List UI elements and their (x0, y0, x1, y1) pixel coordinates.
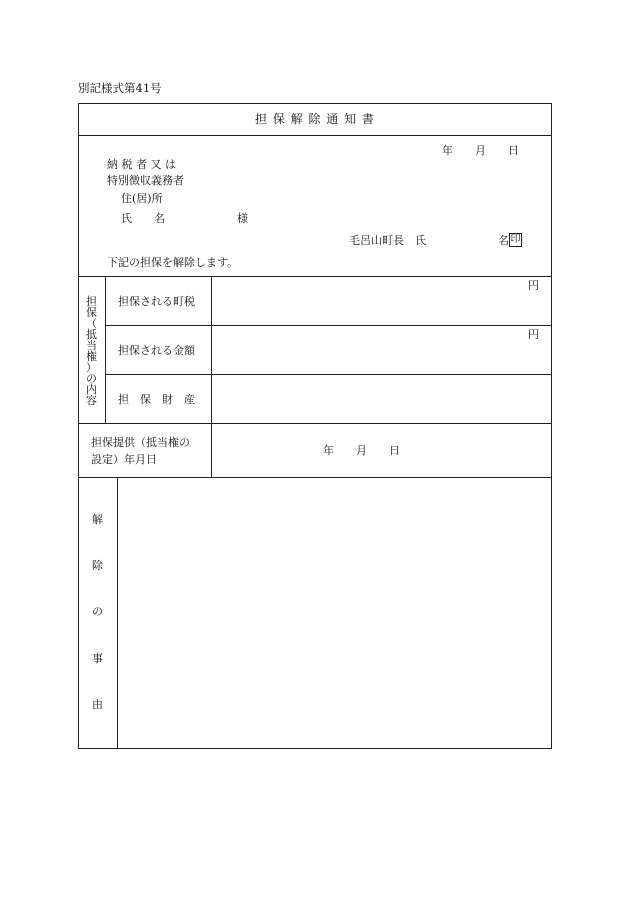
seal-mark: 印 (510, 234, 521, 245)
section-char: 抵 (86, 328, 97, 341)
collateral-section-label (78, 296, 105, 406)
reason-char-3: の (92, 605, 103, 618)
taxpayer-label-2: 特別徴収義務者 (107, 174, 184, 187)
row-label-property: 担 保 財 産 (118, 393, 195, 406)
issue-date: 年 月 日 (442, 144, 519, 157)
provision-bottom-divider (78, 477, 552, 478)
row-unit-tax: 円 (528, 279, 539, 292)
section-char: 容 (86, 394, 97, 407)
section-char: 担 (86, 295, 97, 308)
collateral-label-divider (105, 276, 106, 423)
provision-label-1: 担保提供（抵当権の (91, 436, 190, 449)
provision-date: 年 月 日 (323, 444, 400, 457)
reason-char-4: 事 (92, 652, 103, 665)
title-divider (78, 135, 552, 136)
row-divider-2 (105, 374, 552, 375)
row-divider-1 (105, 325, 552, 326)
section-char: の (86, 372, 97, 385)
reason-label-divider (117, 477, 118, 749)
form-number: 別記様式第41号 (78, 81, 162, 95)
section-char: 当 (86, 339, 97, 352)
mayor-label: 毛呂山町長 氏 (349, 234, 426, 247)
section-char: 保 (86, 306, 97, 319)
row-unit-amount: 円 (528, 328, 539, 341)
header-divider (78, 276, 552, 277)
value-column-divider (211, 276, 212, 477)
provision-label-2: 設定）年月日 (91, 453, 157, 466)
name-label: 氏 名 (121, 212, 165, 225)
section-char: 権 (86, 350, 97, 363)
collateral-bottom-divider (78, 423, 552, 424)
section-char: （ (86, 317, 97, 330)
reason-char-5: 由 (92, 698, 103, 711)
row-label-amount: 担保される金額 (118, 344, 195, 357)
section-char: ） (86, 361, 97, 374)
mayor-name-label: 名 (498, 234, 509, 247)
row-label-tax: 担保される町税 (118, 295, 195, 308)
notice-text: 下記の担保を解除します。 (107, 256, 239, 269)
form-title: 担 保 解 除 通 知 書 (255, 112, 375, 126)
taxpayer-label-1: 納 税 者 又 は (107, 158, 176, 171)
reason-char-2: 除 (92, 559, 103, 572)
address-label: 住(居)所 (121, 192, 163, 205)
section-char: 内 (86, 383, 97, 396)
reason-char-1: 解 (92, 513, 103, 526)
honorific: 様 (237, 212, 248, 225)
